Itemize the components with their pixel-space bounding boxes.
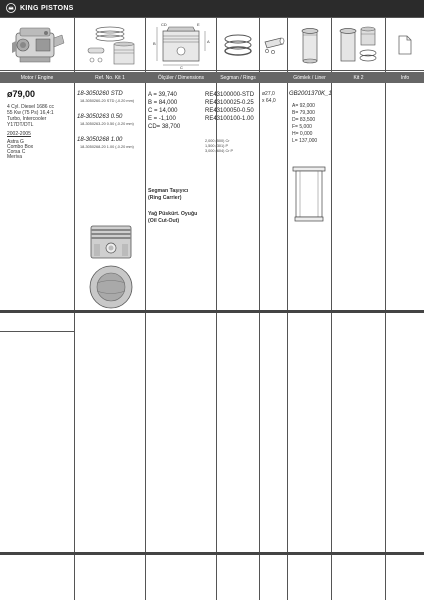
dimension-value: B = 84,000 [148, 100, 178, 106]
piston-side-view-image [88, 224, 134, 265]
top-bar [0, 0, 424, 17]
header-kit2: Kit 2 [353, 75, 364, 81]
engine-spec-3: Turbo, Intercooler [7, 116, 47, 122]
liner-spec: A= 92,000 [292, 103, 315, 109]
ring-spec: 3,000 (604) Cr P [205, 149, 234, 153]
ring-spec: 1,500 (301) P [205, 144, 229, 148]
piston-top-view-image [88, 264, 134, 315]
engine-spec-1: 4 Cyl. Diesel 1686 cc [7, 104, 54, 110]
svg-text:B: B [152, 41, 156, 46]
header-rings: Segman / Rings [220, 75, 256, 81]
ref-code[interactable]: 18-3050263 0.50 [77, 114, 123, 120]
ref-code[interactable]: 18-3050268 1.00 [77, 137, 123, 143]
engine-model: Corsa C [7, 149, 26, 155]
header-info: Info [400, 75, 410, 81]
header-liner: Gömlek / Liner [293, 75, 326, 81]
header-ref: Ref. No. Kit 1 [95, 75, 125, 81]
header-dimensions: Ölçüler / Dimensions [157, 75, 205, 81]
piston-kit-icon [76, 20, 143, 70]
brand-logo [6, 3, 74, 13]
liner-spec: D= 83,500 [292, 117, 316, 123]
dimension-value: E = -1,100 [148, 116, 176, 122]
engine-code: Y17DT/DTL [7, 122, 34, 128]
svg-text:A: A [206, 39, 210, 44]
liner-spec: L= 137,000 [292, 138, 318, 144]
note-oil-cutout-en: (Oil Cut-Out) [148, 218, 180, 224]
pin-length: x 64,0 [262, 98, 276, 104]
ref-code[interactable]: 18-3050260 STD [77, 91, 123, 97]
piston-liner-kit-icon [332, 20, 384, 70]
liner-spec: B= 79,300 [292, 110, 315, 116]
document-icon [386, 20, 423, 70]
svg-text:E: E [196, 22, 200, 27]
liner-code[interactable]: GB2001370K_1 [289, 91, 332, 97]
engine-model: Combo Box [7, 144, 34, 150]
ring-code[interactable]: RE43100100-1.00 [205, 116, 254, 122]
engine-bore: ø79,00 [7, 89, 36, 99]
crown-icon [6, 3, 16, 13]
piston-dimension-diagram-icon [147, 20, 214, 70]
ring-code[interactable]: RE43100025-0.25 [205, 100, 254, 106]
engine-model: Meriva [7, 154, 23, 160]
pin-diameter: ø27,0 [262, 91, 275, 97]
note-oil-cutout: Yağ Püskürt. Oyuğu [148, 211, 198, 217]
ref-sub: 18-3050263-20 0.50 (-0.20 mm) [80, 122, 134, 126]
liner-spec: F= 5,000 [292, 124, 312, 130]
header-pin [260, 73, 287, 83]
engine-icon [2, 20, 72, 70]
catalog-sheet [0, 17, 424, 600]
dimension-value: C = 14,000 [148, 108, 178, 114]
ref-sub: 18-3050260-20 STD (-0.20 mm) [80, 99, 135, 103]
dimension-value: A = 39,740 [148, 92, 177, 98]
ring-code[interactable]: RE43100050-0.50 [205, 108, 254, 114]
piston-pin-icon [260, 20, 287, 70]
ref-sub: 18-3050268-20 1.00 (-0.20 mm) [80, 145, 134, 149]
svg-text:C: C [179, 65, 183, 69]
ring-code[interactable]: RE43100000-STD [205, 92, 255, 98]
ring-spec: 2,000 (500) Cr [205, 139, 230, 143]
liner-spec: H= 0,000 [292, 131, 313, 137]
note-ring-carrier-en: (Ring Carrier) [148, 195, 182, 201]
note-ring-carrier: Segman Taşıyıcı [148, 188, 189, 194]
engine-years: 2002-2005 [7, 131, 31, 137]
svg-text:CD: CD [160, 22, 167, 27]
piston-rings-icon [218, 20, 258, 70]
header-motor: Motor / Engine [20, 75, 54, 81]
liner-drawing-image [291, 165, 327, 228]
brand-name: KING PISTONS [20, 4, 74, 12]
cylinder-liner-icon [289, 20, 330, 70]
engine-model: Astra G [7, 139, 24, 145]
engine-spec-2: 55 Kw (75 Ps) 16,4:1 [7, 110, 54, 116]
dimension-value: CD= 38,700 [148, 124, 181, 130]
